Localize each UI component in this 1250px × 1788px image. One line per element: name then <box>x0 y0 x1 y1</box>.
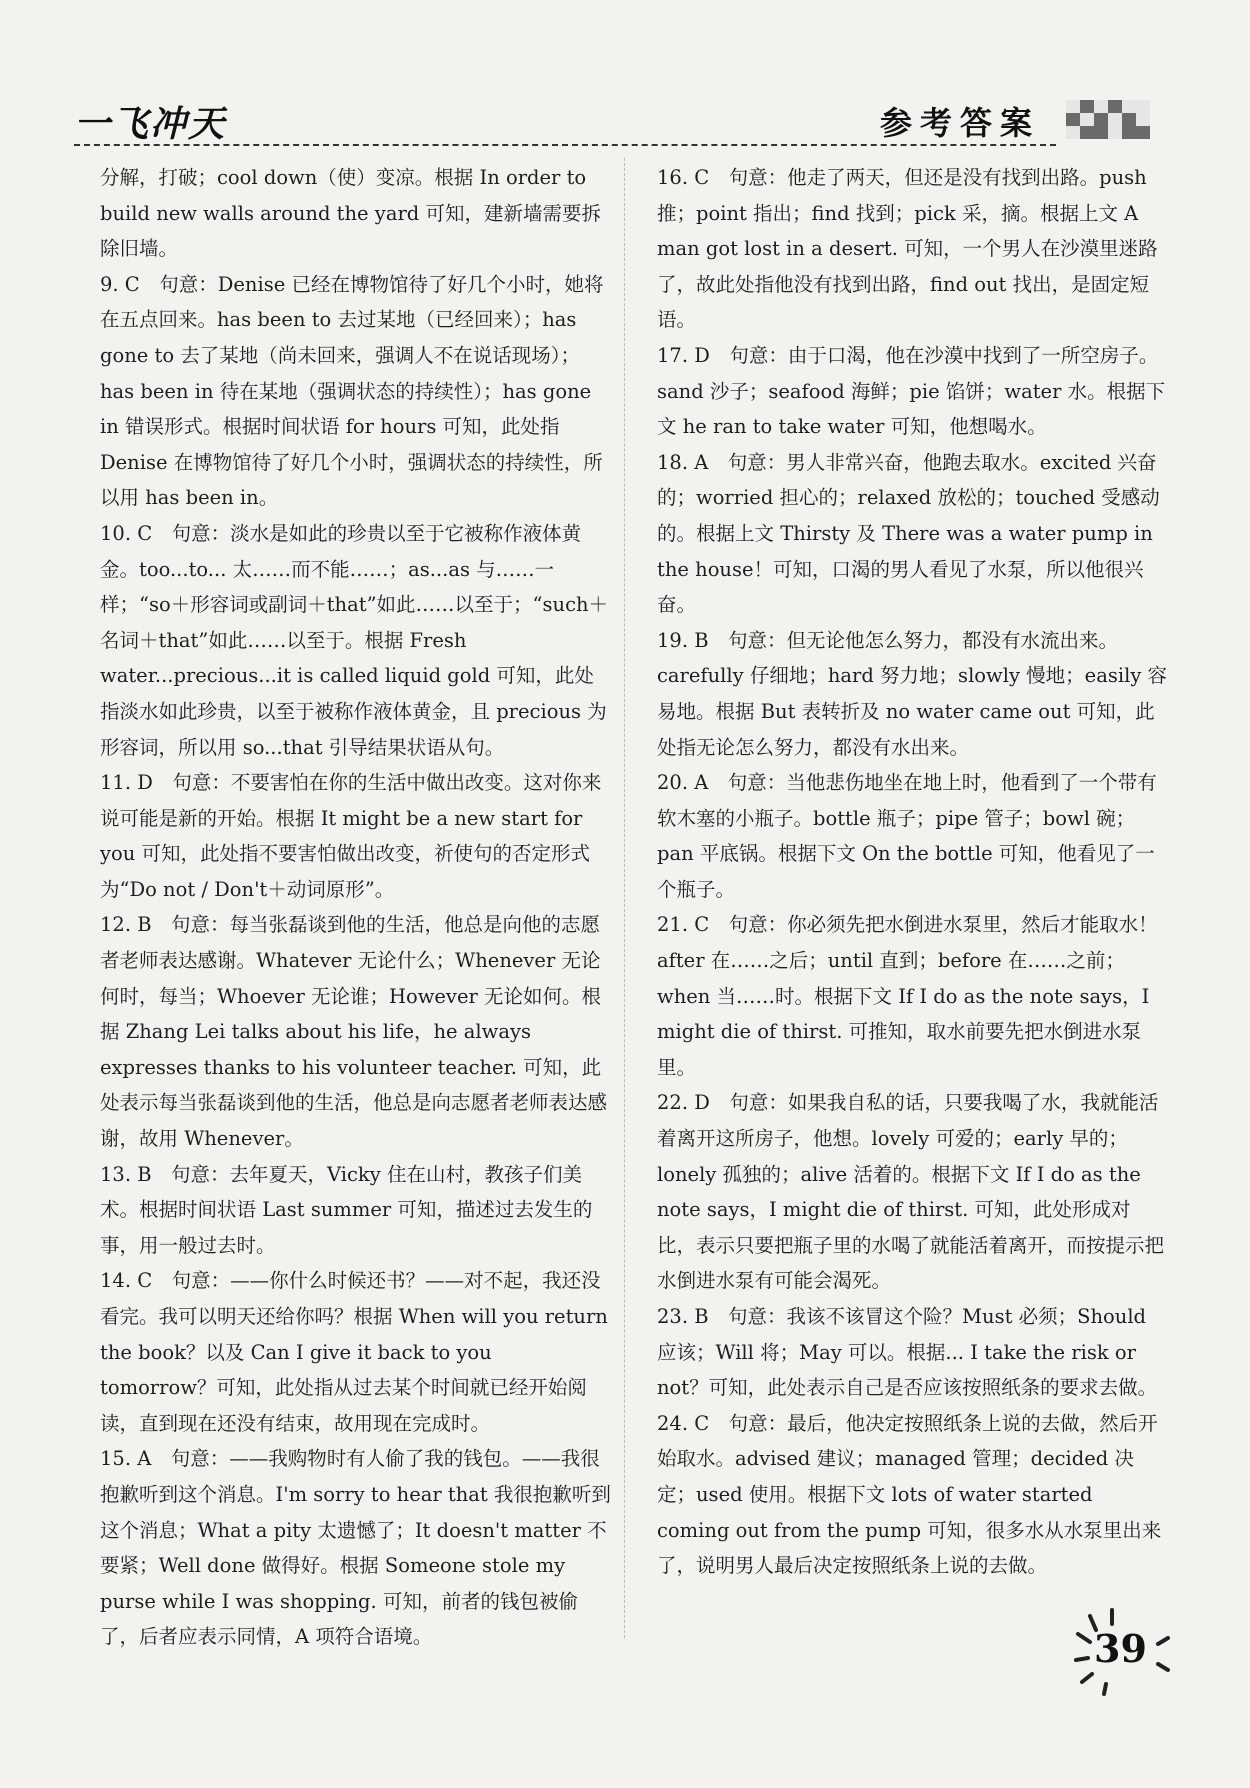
answer-entry-17: 17. D 句意：由于口渴，他在沙漠中找到了一所空房子。sand 沙子；seafood 海鲜；pie 馅饼；water 水。根据下文 he ran to take water 可知，他想喝水。 <box>657 343 1166 439</box>
checker-pattern-decoration <box>1066 100 1150 140</box>
answer-entry-16: 16. C 句意：他走了两天，但还是没有找到出路。push 推；point 指出；find 找到；pick 采，摘。根据上文 A man got lost in a desert. 可知，一个男人在沙漠里迷路了，故此处指他没有找到出路，find out 找出，是固定短语。 <box>657 166 1158 332</box>
answer-entry-18: 18. A 句意：男人非常兴奋，他跑去取水。excited 兴奋的；worried 担心的；relaxed 放松的；touched 受感动的。根据上文 Thirsty 及 There was a water pump in the house！可知，口渴的男人看见了水泵，所以他很兴奋。 <box>657 450 1160 617</box>
answer-entry-11: 11. D 句意：不要害怕在你的生活中做出改变。这对你来说可能是新的开始。根据 It might be a new start for you 可知，此处指不要害怕做出改变，祈使句的否定形式为“Do not / Don't＋动词原形”。 <box>100 771 602 901</box>
answer-entry-19: 19. B 句意：但无论他怎么努力，都没有水流出来。carefully 仔细地；hard 努力地；slowly 慢地；easily 容易地。根据 But 表转折及 no water came out 可知，此处指无论怎么努力，都没有水出来。 <box>657 628 1168 759</box>
right-column <box>657 160 1169 1584</box>
page-header <box>70 86 1150 150</box>
answer-entry-10: 10. C 句意：淡水是如此的珍贵以至于它被称作液体黄金。too...to... 太……而不能……；as...as 与……一样；“so＋形容词或副词＋that”如此……以至于；“such＋名词＋that”如此……以至于。根据 Fresh water...precious...it is called liquid gold 可知，此处指淡水如此珍贵，以至于被称作液体黄金，且 precious 为形容词，所以用 so...that 引导结果状语从句。 <box>100 521 609 759</box>
brand-logo-text: 一飞冲天 <box>74 103 227 145</box>
answer-entry-9: 9. C 句意：Denise 已经在博物馆待了好几个小时，她将在五点回来。has been to 去过某地（已经回来）；has gone to 去了某地（尚未回来，强调人不在说话现场）；has been in 待在某地（强调状态的持续性）；has gone in 错误形式。根据时间状语 for hours 可知，此处指 Denise 在博物馆待了好几个小时，强调状态的持续性，所以用 has been in。 <box>100 272 604 510</box>
answer-entry-15: 15. A 句意：——我购物时有人偷了我的钱包。——我很抱歉听到这个消息。I'm sorry to hear that 我很抱歉听到这个消息；What a pity 太遗憾了；It doesn't matter 不要紧；Well done 做得好。根据 Someone stole my purse while I was shopping. 可知，前者的钱包被偷了，后者应表示同情，A 项符合语境。 <box>100 1447 611 1649</box>
answer-entry-13: 13. B 句意：去年夏天，Vicky 住在山村，教孩子们美术。根据时间状语 Last summer 可知，描述过去发生的事，用一般过去时。 <box>100 1162 593 1257</box>
answer-entry-14: 14. C 句意：——你什么时候还书？——对不起，我还没看完。我可以明天还给你吗？根据 When will you return the book？以及 Can I give it back to you tomorrow？可知，此处指从过去某个时间就已经开始阅读，直到现在还没有结束，故用现在完成时。 <box>100 1269 608 1435</box>
answer-entry-continued: 分解，打破；cool down（使）变凉。根据 In order to build new walls around the yard 可知，建新墙需要拆除旧墙。 <box>100 166 601 261</box>
answer-entry-21: 21. C 句意：你必须先把水倒进水泵里，然后才能取水！after 在……之后；until 直到；before 在……之前；when 当……时。根据下文 If I do as the note says，I might die of thirst. 可推知，取水前要先把水倒进水泵里。 <box>657 913 1158 1079</box>
column-divider <box>624 158 625 1638</box>
answer-entry-23: 23. B 句意：我该不该冒这个险？Must 必须；Should 应该；Will 将；May 可以。根据... I take the risk or not？可知，此处表示自己是否应该按照纸条的要求去做。 <box>657 1305 1158 1400</box>
answer-entry-12: 12. B 句意：每当张磊谈到他的生活，他总是向他的志愿者老师表达感谢。Whatever 无论什么；Whenever 无论何时，每当；Whoever 无论谁；However 无论如何。根据 Zhang Lei talks about his life，he always expresses thanks to his volunteer teacher. 可知，此处表示每当张磊谈到他的生活，他总是向志愿者老师表达感谢，故用 Whenever。 <box>100 913 608 1151</box>
answer-entry-22: 22. D 句意：如果我自私的话，只要我喝了水，我就能活着离开这所房子，他想。lovely 可爱的；early 早的；lonely 孤独的；alive 活着的。根据下文 If I do as the note says，I might die of thirst. 可知，此处形成对比，表示只要把瓶子里的水喝了就能活着离开，而按提示把水倒进水泵有可能会渴死。 <box>657 1091 1165 1293</box>
answer-entry-24: 24. C 句意：最后，他决定按照纸条上说的去做，然后开始取水。advised 建议；managed 管理；decided 决定；used 使用。根据下文 lots of water started coming out from the pump 可知，很多水从水泵里出来了，说明男人最后决定按照纸条上说的去做。 <box>657 1411 1162 1578</box>
header-dashed-rule <box>74 144 1056 146</box>
answer-entry-20: 20. A 句意：当他悲伤地坐在地上时，他看到了一个带有软木塞的小瓶子。bottle 瓶子；pipe 管子；bowl 碗；pan 平底锅。根据下文 On the bottle 可知，他看见了一个瓶子。 <box>657 771 1157 901</box>
page-number: 39 <box>1094 1626 1147 1671</box>
left-column <box>100 160 612 1655</box>
section-title: 参考答案 <box>879 104 1040 142</box>
